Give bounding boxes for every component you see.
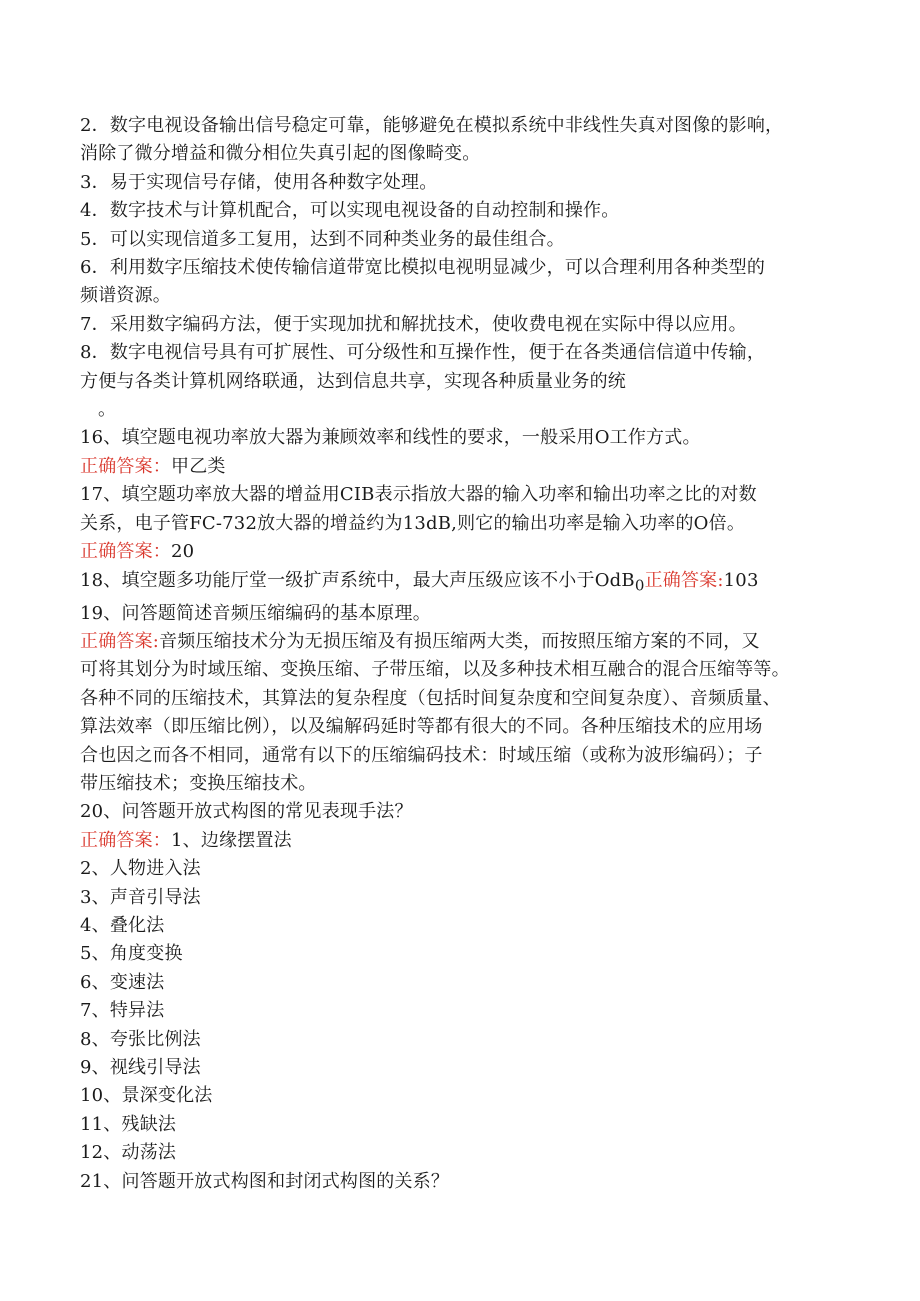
list-item: 10、景深变化法 [80,1085,213,1107]
advantage-line: 3．易于实现信号存储，使用各种数字处理。 [80,171,438,193]
answer-label: 正确答案: [80,630,160,652]
answer-text: 可将其划分为时域压缩、变换压缩、子带压缩，以及多种技术相互融合的混合压缩等等。 [80,659,790,681]
list-item: 3、声音引导法 [80,886,201,908]
answer-text: 合也因之而各不相同，通常有以下的压缩编码技术：时域压缩（或称为波形编码）；子 [80,744,763,766]
question-text: 20、问答题开放式构图的常见表现手法？ [80,801,413,823]
list-item: 9、视线引导法 [80,1057,201,1078]
subscript-zero: 0 [634,576,645,595]
question-18 [80,567,850,600]
answer-text: 算法效率（即压缩比例），以及编解码延时等都有很大的不同。各种压缩技术的应用场 [80,716,763,738]
list-item: 4、叠化法 [80,914,165,936]
answer-text: 20 [171,541,195,563]
question-17 [80,481,850,566]
advantage-line: 2．数字电视设备输出信号稳定可靠，能够避免在模拟系统中非线性失真对图像的影响， [80,115,784,136]
answer-text: 1、边缘摆置法 [171,829,292,851]
answer-line [80,453,850,481]
advantage-line: 6．利用数字压缩技术使传输信道带宽比模拟电视明显减少，可以合理利用各种类型的 [80,257,766,279]
question-21 [80,1168,850,1196]
question-text: 关系，电子管FC-732放大器的增益约为13dB,则它的输出功率是输入功率的O倍。 [80,512,746,534]
answer-label: 正确答案： [80,541,171,563]
question-text: 18、填空题多功能厅堂一级扩声系统中，最大声压级应该不小于OdB [80,569,635,591]
list-item: 5、角度变换 [80,943,183,965]
answer-label: 正确答案: [644,569,724,591]
advantage-line: 4．数字技术与计算机配合，可以实现电视设备的自动控制和操作。 [80,200,620,222]
answer-label: 正确答案： [80,455,171,477]
answer-label: 正确答案： [80,829,171,851]
answer-text: 甲乙类 [171,455,226,477]
answer-text: 103 [723,569,759,591]
question-19 [80,600,850,799]
question-20 [80,798,850,1167]
question-with-answer [80,567,850,600]
answer-text: 带压缩技术；变换压缩技术。 [80,772,317,794]
advantage-line: 5．可以实现信道多工复用，达到不同种类业务的最佳组合。 [80,228,565,250]
list-item: 2、人物进入法 [80,858,201,880]
question-text: 19、问答题简述音频压缩编码的基本原理。 [80,602,431,624]
answer-text: 各种不同的压缩技术，其算法的复杂程度（包括时间复杂度和空间复杂度）、音频质量、 [80,687,781,709]
answer-line [80,827,850,855]
list-item: 7、特异法 [80,1000,165,1022]
answer-text: 音频压缩技术分为无损压缩及有损压缩两大类，而按照压缩方案的不同，又 [159,630,760,652]
advantage-line: 8．数字电视信号具有可扩展性、可分级性和互操作性，便于在各类通信信道中传输， [80,342,766,364]
advantage-line: 7．采用数字编码方法，便于实现加扰和解扰技术，使收费电视在实际中得以应用。 [80,313,747,335]
advantage-line: 频谱资源。 [80,285,171,307]
list-item: 12、动荡法 [80,1142,177,1164]
answer-line [80,628,850,656]
question-16 [80,424,850,481]
question-text: 17、填空题功率放大器的增益用CIB表示指放大器的输入功率和输出功率之比的对数 [80,484,757,506]
list-item: 8、夸张比例法 [80,1028,201,1050]
advantage-line: 方便与各类计算机网络联通，达到信息共享，实现各种质量业务的统 [80,370,626,392]
question-text: 21、问答题开放式构图和封闭式构图的关系？ [80,1170,450,1192]
advantages-list [80,112,850,424]
answer-line [80,538,850,566]
list-item: 6、变速法 [80,971,165,993]
list-item: 11、残缺法 [80,1113,177,1135]
advantage-line: 。 [98,399,117,421]
advantage-line: 消除了微分增益和微分相位失真引起的图像畸变。 [80,143,481,165]
question-text: 16、填空题电视功率放大器为兼顾效率和线性的要求，一般采用O工作方式。 [80,427,701,449]
document-body [80,112,850,1196]
